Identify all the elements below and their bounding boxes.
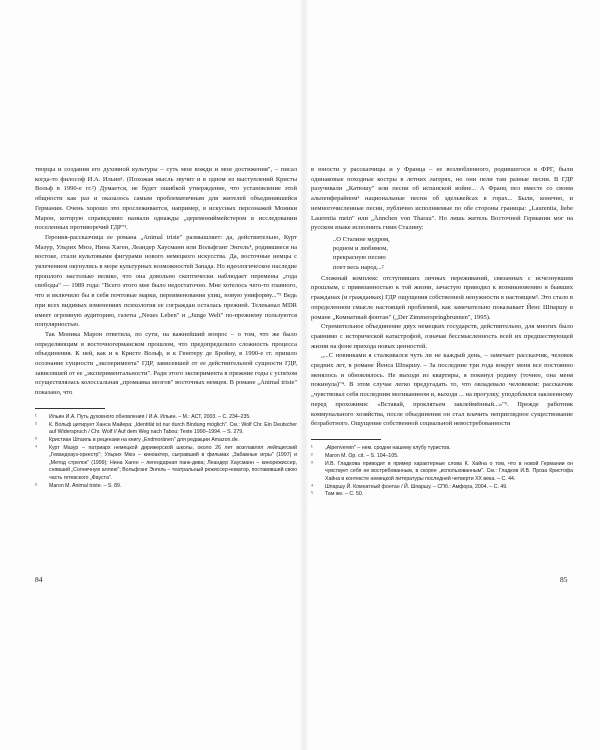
footnote-number: ³ [35, 437, 37, 444]
footnote-number: ² [35, 421, 37, 428]
paragraph: творцы и создания его духовной культуры – суть мои вожди и мои достижения", – писал когда-то философ И.А. Ильин¹. (Похожая мысль звучит и в одном из выступлений Кристы Вольф в 1990-е гг.²) Думается, не будет ошибкой утверждение, что установление этой общности как раз и оказалось самым проблематичным для жителей объединившейся Германии. Очень хорошо это прослеживается, например, в искусных персонажей Моники Марон, которую справедливо назвали однажды „церемониймейстером в исследовании поселенных противоречий ГДР"³. [35, 166, 297, 232]
footnote [311, 461, 573, 483]
right-page-body [311, 165, 573, 429]
right-footnotes [311, 445, 573, 499]
page-number-left: 84 [35, 575, 43, 584]
poem-line: поет весь народ...² [333, 263, 384, 271]
footnote-number: ⁴ [311, 483, 314, 490]
footnote-text: Ильин И.А. Путь духовного обновления / И.А. Ильин. – М.: АСТ, 2003. – С. 234–235. [49, 413, 251, 420]
footnote [311, 491, 573, 498]
footnote [35, 414, 297, 421]
footnote [311, 445, 573, 452]
left-page [35, 165, 297, 490]
right-page [311, 165, 573, 499]
paragraph: Сложный комплекс отступивших личных переживаний, связанных с исчезнувшим прошлым, с привязанностью к той жизни, зачастую приводил к возникновению в бывших гражданах (и гражданках) ГДР ощущения собственной ненужности в настоящем³. Это стало в определенном смысле настоящей проблемой, как замечательно показывает Йенс Шпаршу в романе „Комнатный фонтан" („Der Zimmerspringbrunnen", 1995). [311, 274, 573, 321]
left-footnotes [35, 414, 297, 490]
footnote [35, 437, 297, 444]
footnote-divider [311, 439, 381, 440]
footnote-text: Кристиан Штаиль в рецензии на книгу „Endmoränen" для редакции Amazon.de. [49, 437, 240, 444]
left-page-body [35, 165, 297, 398]
poem-line: ..О Сталине мудром, [333, 235, 390, 243]
poem-quote [333, 235, 573, 272]
paragraph: в юности у рассказчицы и у Франца – ее возлюбленного, родившегося в ФРГ, были одинаковые походные костры в летних лагерях, но они пели там разные песни. В ГДР разучивали „Катюшу" или песни об испанской войне... А Франц пел вместе со своим альпенферайном¹ национальные песни об эдельвейсах в горах... Были, конечно, и немногочисленные песни, публично исполняемые по обе стороны границы: „Laurentia, liebe Laurentia mein" или „Ännchen von Tharau". Но лишь житель Восточной Германии мог на русском языке исполнить гимн Сталину: [311, 166, 573, 232]
paragraph: Так Моника Марон ответила, по сути, на важнейший вопрос – о том, что же было определяющим в восточногерманском прошлом, что предопределило сложность процесса объединения. К ней, как и к Кристе Вольф, и к Гюнтеру де Бройну, в 1990-е гг. пришло осознание сущности „эксперимента" ГДР, зависевшей от ее действительной сущности ГДР, зависевшей от ее „экспериментальности". Ради этого эксперимента в прежние годы с успехом осуществлялась колоссальная „промывка мозгов" восточных немцев. В романе „Animal triste" показано, что [35, 330, 297, 397]
footnote-number: ² [311, 452, 313, 459]
footnote-text: К. Вольф цитирует Ханса Майера: „Identität ist nur durch Bindung möglich". См.: Wolf Chr. Ein Deutscher auf Widerspruch / Chr. Wolf // Auf dem Weg nach Tabou: Texte 1990–1994. – S. 279. [49, 421, 297, 436]
footnote-text: Maron M. Animal triste. – S. 89. [49, 482, 122, 489]
footnote-text: Там же. – С. 50. [325, 491, 364, 498]
poem-line: родном и любимом, [333, 245, 388, 253]
footnote-divider [35, 408, 105, 409]
footnote-number: ¹ [311, 444, 313, 451]
footnote-text: Шпаршу Й. Комнатный фонтан / Й. Шпаршу. – СПб.: Амфора, 2004. – С. 49. [325, 483, 508, 490]
footnote-text: „Alpenverein" – нем. сродни нашему клубу туристов. [325, 444, 451, 451]
book-gutter [299, 0, 309, 750]
footnote [35, 422, 297, 437]
page-number-right: 85 [560, 575, 568, 584]
footnote-text: Курт Мазур – патриарх немецкой дирижерской школы, около 26 лет возглавлял лейпцигский „Гевандхауз-оркестр"; Ульрих Мюэ – киноактер, сыгравший в фильмах „Забавные игры" (1997) и „Метод стрелок" (1999); Нина Хаген – легендарная панк-дива; Леандер Хаусманн – кинорежиссер, снявший „Солнечную аллею"; Вольфганг Энгель – театральный режиссер-новатор, поставивший свою часть гетевского „Фауста". [49, 445, 297, 481]
footnote-text: Maron M. Op. cit. – S. 104–105. [325, 452, 399, 459]
footnote [311, 453, 573, 460]
footnote [311, 484, 573, 491]
footnote [35, 445, 297, 482]
footnote-text: И.В. Гладкова приводит в пример характерные слова К. Хайна о том, что в новой Германии он чувствует себя не востребованным, в скорее „использованным". См.: Гладков И.В. Проза Кристофа Хайна в контексте немецкой литературы последней четверти XX века. – С. 44. [325, 460, 573, 482]
footnote-number: ³ [311, 460, 313, 467]
poem-line: прекрасную песню [333, 254, 386, 262]
footnote [35, 483, 297, 490]
paragraph: Стремительное объединение двух немецких государств, действительно, для многих было сравнимо с исторической катастрофой, означая бессмысленность всей их предшествующей жизни на фоне прихода новых ценностей. [311, 323, 573, 350]
footnote-number: ¹ [35, 413, 37, 420]
footnote-number: ⁵ [311, 491, 314, 498]
paragraph: Героиня-рассказчица ее романа „Animal triste" размышляет: да, действительно, Курт Мазур, Ульрих Мюэ, Нина Хаген, Леандер Хаусманн или Вольфганг Энгель⁴, родившиеся на востоке, стали культовыми фигурами нового немецкого искусства. Да, восточные немцы с увлечением окунулись в море культурных возможностей Запада. Но идеологическое наследие прошлого настолько велико, что она довольно скептически наблюдает перемены „года свободы" — 1989 года: "Всего этого мне было недостаточно. Мне хотелось чего-то главного, что и включило бы в себя почтовые марки, переименования улиц, новую униформу..."⁵ Ведь при всех видимых изменениях психология ее сограждан осталась прежней. Телеканал MDR имеет огромную аудиторию, газеты „Neues Leben" и „Junge Welt" по-прежнему пользуются популярностью. [35, 233, 297, 329]
footnote-number: ⁴ [35, 445, 38, 451]
footnote-number: ⁵ [35, 482, 38, 489]
paragraph: „...С новинками я сталкивался чуть ли не каждый день, – замечает рассказчик, человек средних лет, в романе Йенса Шпаршу. – За последние три года вокруг меня все постоянно менялось и обновлялось. Не выходя из квартиры, я покинул родину (точнее, она меня покинула)"⁴. В этом случае легко предугадать то, что овладевало человеком: рассказчик „чувствовал себя последним могиканином и, выходя ... на прогулку, уподоблялся заклеенному перед прохожими: «Вставай, проклятьем заклеймённый...»"⁵. Прежде работник коммунального хозяйства, после объединения он стал влачить неприглядное существование безработного. Ощущение собственной социальной невостребованности [311, 352, 573, 428]
